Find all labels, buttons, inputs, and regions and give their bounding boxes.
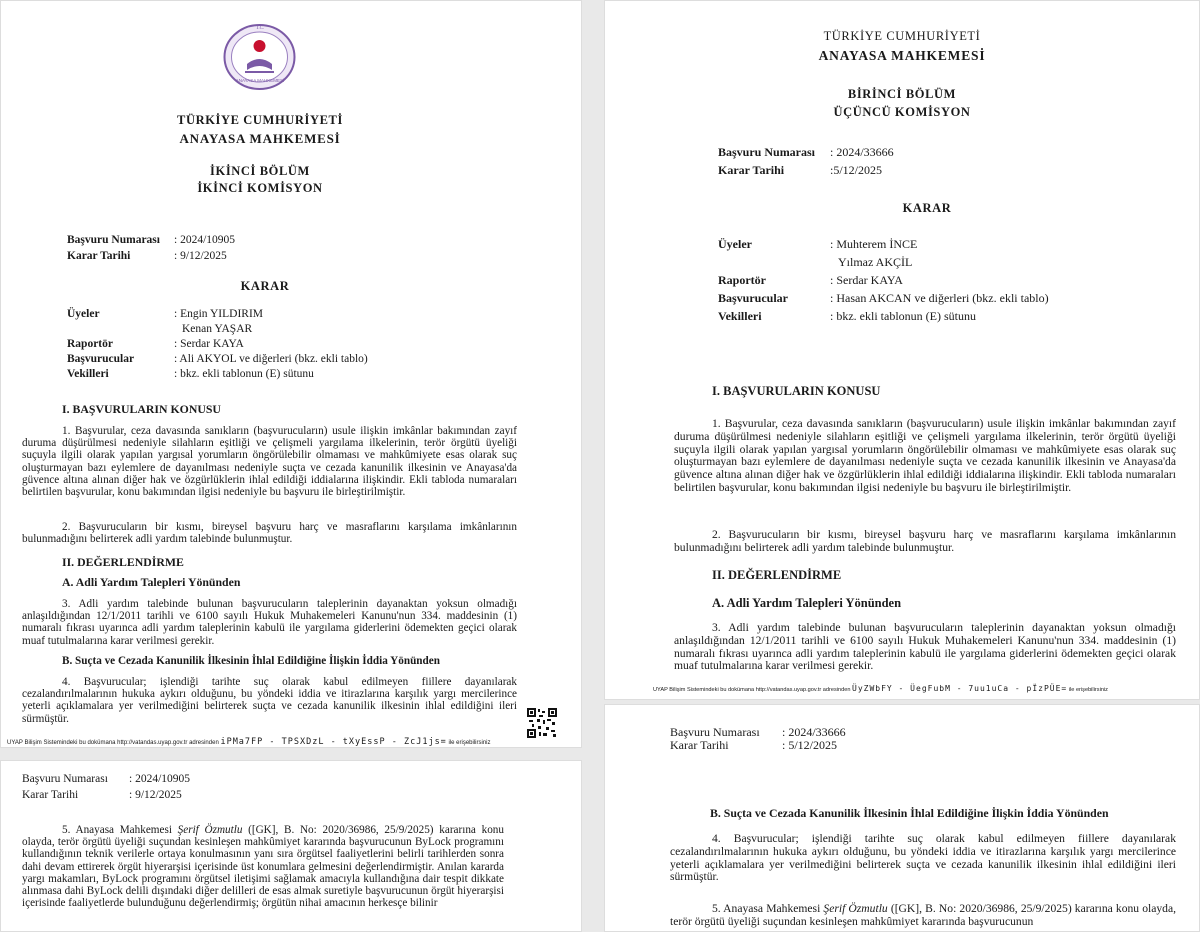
page2-application-number-value: : 2024/33666 bbox=[782, 725, 846, 739]
attorneys-label: Vekilleri bbox=[718, 309, 762, 323]
section-2-heading: II. DEĞERLENDİRME bbox=[62, 555, 184, 569]
commission-title: İKİNCİ KOMİSYON bbox=[197, 181, 323, 195]
commission-title: ÜÇÜNCÜ KOMİSYON bbox=[833, 105, 971, 119]
uyap-access-code: iPMa7FP - TPSXDzL - tXyEssP - ZcJ1js= bbox=[220, 737, 447, 747]
paragraph-4: 4. Başvurucular; işlendiği tarihte suç olarak kabul edilmeyen fiillere dayanılarak cezalandırılmalarının hukuka aykırı olduğunu, bu yöndeki iddia ve itirazlarına karşılık yargı mercilerince yeterli açıklamalara yer verilmediğini belirterek suçta ve cezada kanunilik ilkesinin ihlal edildiğini ileri sürmüştür. bbox=[670, 832, 1176, 884]
uyap-footer bbox=[7, 737, 491, 747]
decision-date-value: : 9/12/2025 bbox=[174, 250, 227, 262]
emblem-top-text: T.C. bbox=[255, 26, 265, 31]
paragraph-5-start: 5. Anayasa Mahkemesi bbox=[62, 824, 178, 836]
applicants-label: Başvurucular bbox=[718, 291, 789, 305]
section-1-heading: I. BAŞVURULARIN KONUSU bbox=[712, 384, 881, 398]
decision-date-label: Karar Tarihi bbox=[67, 250, 131, 262]
subsection-a-heading: A. Adli Yardım Talepleri Yönünden bbox=[712, 596, 902, 610]
decision-date bbox=[718, 163, 882, 178]
uyap-footer bbox=[653, 684, 1108, 693]
court-title: ANAYASA MAHKEMESİ bbox=[179, 131, 341, 146]
subsection-b-heading: B. Suçta ve Cezada Kanunilik İlkesinin İhlal Edildiğine İlişkin İddia Yönünden bbox=[62, 655, 440, 667]
emblem-bottom-text: ANAYASA MAHKEMESİ bbox=[235, 78, 285, 83]
members-label: Üyeler bbox=[67, 308, 100, 320]
rapporteur-label: Raportör bbox=[718, 273, 766, 287]
paragraph-3: 3. Adli yardım talebinde bulunan başvurucuların taleplerinin dayanaktan yoksun olmadığı anlaşıldığından 12/1/2011 tarihli ve 6100 sayılı Hukuk Muhakemeleri Kanunu'nun 334. maddesinin (1) numaralı fıkrası uyarınca adli yardım taleplerinin kabulü ile yargılama giderlerini ödemekten geçici olarak muaf tutulmalarına karar verilmesi gerekir. bbox=[674, 621, 1176, 673]
republic-title: TÜRKİYE CUMHURİYETİ bbox=[177, 113, 343, 127]
paragraph-2: 2. Başvurucuların bir kısmı, bireysel başvuru harç ve masraflarını karşılama imkânlarının bulunmadığını belirterek adli yardım talebinde bulunmuştur. bbox=[22, 521, 517, 546]
page2-application-number-value: : 2024/10905 bbox=[129, 773, 191, 785]
subsection-b-heading: B. Suçta ve Cezada Kanunilik İlkesinin İhlal Edildiğine İlişkin İddia Yönünden bbox=[710, 806, 1109, 820]
paragraph-1: 1. Başvurular, ceza davasında sanıkların (başvurucuların) usule ilişkin imkânlar bakımından zayıf duruma düşürülmesi nedeniyle silahların eşitliği ve çelişmeli yargılama ilkelerinin, terör örgütü üyeliği suçuyla ilgili olarak yapılan yargısal yorumların öngörülebilir olmaması ve mahkûmiyete esas olarak suç oluşturmayan bazı eylemlere de dayanılması nedeniyle suçta ve cezada kanunilik ilkesinin ve Anayasa'da güvence altına alınan diğer hak ve özgürlüklerin ihlal edildiği iddialarına ilişkindir. Ekli tabloda numaraları belirtilen başvurular, konu bakımından ilgisi nedeniyle bu başvuru ile birleştirilmiştir. bbox=[22, 425, 517, 499]
paragraph-5-rest: ([GK], B. No: 2020/36986, 25/9/2025) kararına konu olayda, terör örgütü üyeliği suçundan kesinleşen mahkûmiyet kararında başvurucunun bbox=[670, 902, 1176, 928]
left-document-page-1 bbox=[0, 0, 582, 748]
applicants-value: : Hasan AKCAN ve diğerleri (bkz. ekli tablo) bbox=[830, 291, 1049, 305]
application-number-label: Başvuru Numarası bbox=[67, 234, 160, 246]
case-name: Şerif Özmutlu bbox=[823, 902, 888, 915]
right-document-page-2 bbox=[604, 704, 1200, 932]
decision-title: KARAR bbox=[240, 279, 290, 293]
page2-application-number bbox=[22, 773, 190, 785]
page2-application-number-label: Başvuru Numarası bbox=[22, 773, 108, 785]
page2-application-number-label: Başvuru Numarası bbox=[670, 725, 760, 739]
uyap-access-code: ÜyZWbFY - ÜegFubM - 7uu1uCa - pÏzPÜE= bbox=[852, 684, 1068, 693]
attorneys-value: : bkz. ekli tablonun (E) sütunu bbox=[174, 368, 314, 380]
decision-date-value: :5/12/2025 bbox=[830, 163, 883, 177]
qr-code-icon bbox=[527, 708, 557, 738]
paragraph-2: 2. Başvurucuların bir kısmı, bireysel başvuru harç ve masraflarını karşılama imkânlarının bulunmadığını belirterek adli yardım talebinde bulunmuştur. bbox=[674, 528, 1176, 554]
paragraph-3: 3. Adli yardım talebinde bulunan başvurucuların taleplerinin dayanaktan yoksun olmadığı anlaşıldığından 12/1/2011 tarihli ve 6100 sayılı Hukuk Muhakemeleri Kanunu'nun 334. maddesinin (1) numaralı fıkrası uyarınca adli yardım taleplerinin kabulü ile yargılama giderlerini ödemekten geçici olarak muaf tutulmalarına karar verilmesi gerekir. bbox=[22, 598, 517, 647]
decision-title: KARAR bbox=[902, 201, 952, 215]
application-number-value: : 2024/33666 bbox=[830, 145, 894, 159]
page2-decision-date bbox=[670, 738, 837, 753]
paragraph-5-start: 5. Anayasa Mahkemesi bbox=[712, 902, 824, 915]
rapporteur-value: : Serdar KAYA bbox=[174, 338, 244, 350]
section-title: İKİNCİ BÖLÜM bbox=[210, 164, 310, 178]
decision-date bbox=[67, 250, 227, 262]
rapporteur-label: Raportör bbox=[67, 338, 113, 350]
applicants-value: : Ali AKYOL ve diğerleri (bkz. ekli tablo) bbox=[174, 353, 368, 365]
page2-decision-date bbox=[22, 789, 182, 801]
member-2: Yılmaz AKÇİL bbox=[838, 255, 913, 269]
uyap-footer-suffix: ile erişebilirsiniz bbox=[448, 740, 491, 746]
member-1: : Muhterem İNCE bbox=[830, 237, 918, 251]
page2-decision-date-label: Karar Tarihi bbox=[670, 738, 729, 752]
member-2: Kenan YAŞAR bbox=[182, 323, 253, 335]
court-title: ANAYASA MAHKEMESİ bbox=[818, 48, 986, 63]
attorneys-value: : bkz. ekli tablonun (E) sütunu bbox=[830, 309, 976, 323]
uyap-footer-text: UYAP Bilişim Sistemindeki bu dokümana http://vatandas.uyap.gov.tr adresinden bbox=[7, 740, 219, 746]
application-number bbox=[718, 145, 894, 160]
paragraph-5-rest: ([GK], B. No: 2020/36986, 25/9/2025) kararına konu olayda, terör örgütü üyeliği suçundan kesinleşen mahkûmiyet kararında başvurucunun ByLock programını kullandığının teknik verilerle ortaya konulmasının yanı sıra örgütsel faaliyetlerini belirli tarihlerden sonra dahi devam ettirerek örgüt hiyerarşisi içerisinde üst konumlara gelmesini değerlendirmiştir. Anılan kararda yargı makamları, ByLock programını örgütsel iletişimi sağlamak amacıyla kullandığına dair tespit dikkate alınmasa dahi ByLock delili dışındaki diğer delilleri de esas almak suretiyle başvurucunun örgüt hiyerarşisi içerisinde faaliyetlerde bulunduğunu değerlendirmiş; örgütün nihai amacının herkesçe bilinir bbox=[22, 824, 504, 910]
members-block bbox=[67, 308, 368, 383]
paragraph-5 bbox=[670, 903, 1176, 929]
section-2-heading: II. DEĞERLENDİRME bbox=[712, 568, 842, 582]
application-number bbox=[67, 234, 235, 246]
page2-decision-date-label: Karar Tarihi bbox=[22, 789, 79, 801]
attorneys-label: Vekilleri bbox=[67, 368, 109, 380]
paragraph-4: 4. Başvurucular; işlendiği tarihte suç olarak kabul edilmeyen fiillere dayanılarak cezalandırılmalarının hukuka aykırı olduğunu, bu yöndeki iddia ve itirazlarına karşılık yargı mercilerince yeterli açıklamalara yer verilmediğini belirterek suçta ve cezada kanunilik ilkesinin ihlal edildiğini ileri sürmüştür. bbox=[22, 676, 517, 725]
case-name: Şerif Özmutlu bbox=[177, 824, 243, 836]
decision-date-label: Karar Tarihi bbox=[718, 163, 785, 177]
rapporteur-value: : Serdar KAYA bbox=[830, 273, 903, 287]
application-number-label: Başvuru Numarası bbox=[718, 145, 816, 159]
applicants-label: Başvurucular bbox=[67, 353, 135, 365]
republic-title: TÜRKİYE CUMHURİYETİ bbox=[823, 29, 981, 43]
subsection-a-heading: A. Adli Yardım Talepleri Yönünden bbox=[62, 575, 241, 589]
right-document-page-1 bbox=[604, 0, 1200, 700]
members-label: Üyeler bbox=[718, 237, 752, 251]
left-document-page-2 bbox=[0, 760, 582, 932]
page2-decision-date-value: : 5/12/2025 bbox=[782, 738, 838, 752]
paragraph-5 bbox=[22, 824, 504, 909]
section-1-heading: I. BAŞVURULARIN KONUSU bbox=[62, 402, 221, 416]
members-block bbox=[718, 237, 1049, 327]
uyap-footer-suffix: ile erişebilirsiniz bbox=[1068, 687, 1108, 693]
paragraph-1: 1. Başvurular, ceza davasında sanıkların (başvurucuların) usule ilişkin imkânlar bakımından zayıf duruma düşürülmesi nedeniyle silahların eşitliği ve çelişmeli yargılama ilkelerinin, terör örgütü üyeliği suçuyla ilgili olarak yapılan yargısal yorumların öngörülebilir olmaması ve mahkûmiyete esas olarak suç oluşturmayan bazı eylemlere de dayanılması nedeniyle suçta ve cezada kanunilik ilkesinin ve Anayasa'da güvence altına alınan diğer hak ve özgürlüklerin ihlal edildiği iddialarına ilişkindir. Ekli tabloda numaraları belirtilen başvurular, konu bakımından ilgisi nedeniyle bu başvuru ile birleştirilmiştir. bbox=[674, 417, 1176, 494]
application-number-value: : 2024/10905 bbox=[174, 234, 236, 246]
section-title: BİRİNCİ BÖLÜM bbox=[847, 87, 957, 101]
page2-decision-date-value: : 9/12/2025 bbox=[129, 789, 182, 801]
member-1: : Engin YILDIRIM bbox=[174, 308, 264, 320]
uyap-footer-text: UYAP Bilişim Sistemindeki bu dokümana http://vatandas.uyap.gov.tr adresinden bbox=[653, 687, 851, 693]
